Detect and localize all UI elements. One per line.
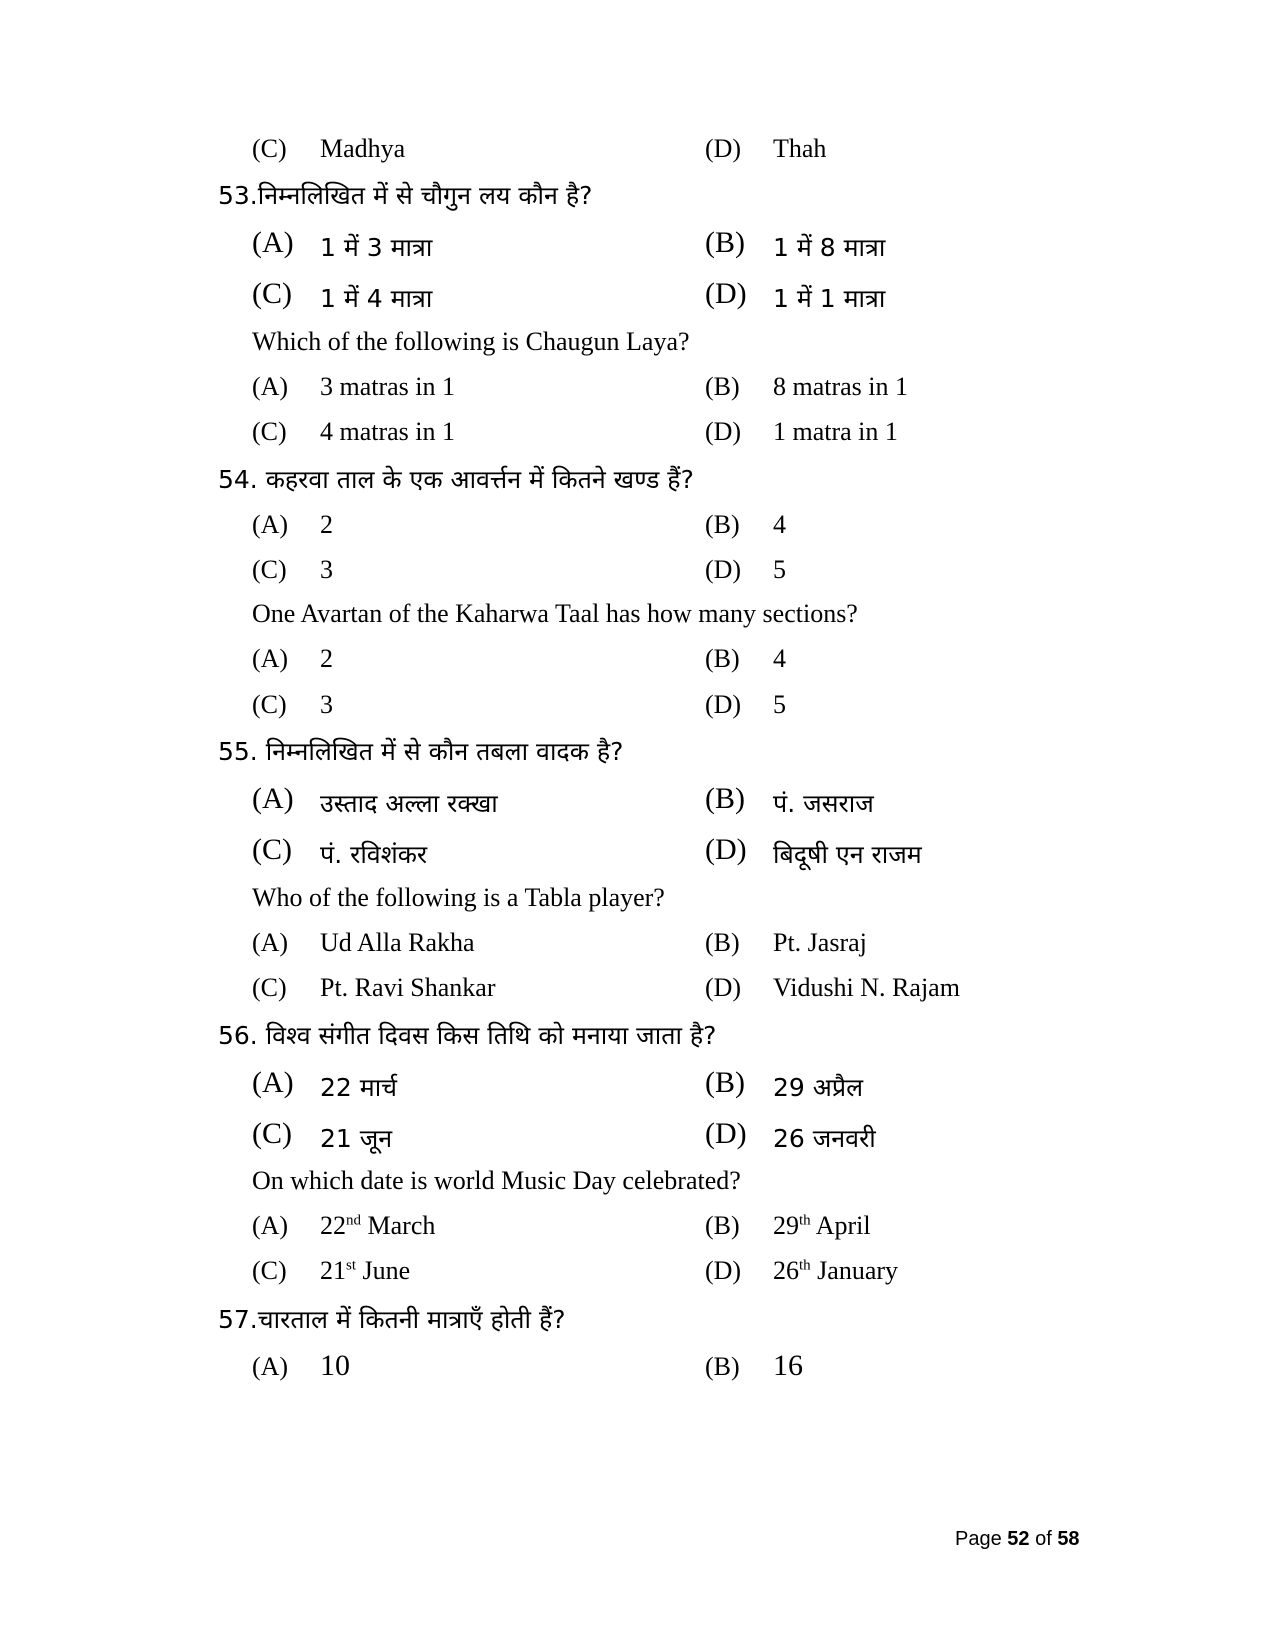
option-label: (D) bbox=[705, 1256, 742, 1285]
option-text bbox=[773, 1211, 871, 1241]
option-label: (A) bbox=[252, 782, 294, 815]
option-label: (A) bbox=[252, 1352, 289, 1381]
page-middle: of bbox=[1029, 1528, 1058, 1550]
option-text: 4 bbox=[773, 644, 786, 673]
question-54-english: One Avartan of the Kaharwa Taal has how many sections? bbox=[252, 599, 858, 628]
question-56-english: On which date is world Music Day celebrated? bbox=[252, 1166, 741, 1195]
option-text: 1 matra in 1 bbox=[773, 417, 898, 446]
date-suffix: nd bbox=[346, 1212, 361, 1229]
option-text: 21 जून bbox=[320, 1124, 393, 1153]
page-prefix: Page bbox=[955, 1528, 1008, 1550]
option-label: (D) bbox=[705, 277, 747, 310]
question-54-hindi: 54. कहरवा ताल के एक आवर्त्तन में कितने खण्ड हैं? bbox=[218, 465, 694, 494]
option-text: Vidushi N. Rajam bbox=[773, 973, 960, 1002]
option-text: Pt. Ravi Shankar bbox=[320, 973, 496, 1002]
option-label: (B) bbox=[705, 928, 740, 957]
option-label: (C) bbox=[252, 973, 287, 1002]
option-text: 10 bbox=[320, 1349, 350, 1382]
date-suffix: st bbox=[346, 1257, 357, 1274]
option-label: (A) bbox=[252, 226, 294, 259]
option-text: पं. जसराज bbox=[773, 789, 874, 818]
date-day: 26 bbox=[773, 1256, 799, 1285]
option-label: (C) bbox=[252, 690, 287, 719]
option-text bbox=[320, 1256, 410, 1286]
option-text: 2 bbox=[320, 510, 333, 539]
option-label: (D) bbox=[705, 690, 742, 719]
option-label: (A) bbox=[252, 644, 289, 673]
date-day: 22 bbox=[320, 1211, 346, 1240]
option-label: (B) bbox=[705, 226, 745, 259]
option-label: (D) bbox=[705, 833, 747, 866]
question-53-english: Which of the following is Chaugun Laya? bbox=[252, 327, 690, 356]
option-text: Pt. Jasraj bbox=[773, 928, 867, 957]
page-footer bbox=[955, 1528, 1080, 1551]
option-label: (C) bbox=[252, 277, 292, 310]
option-text: 2 bbox=[320, 644, 333, 673]
option-label: (C) bbox=[252, 417, 287, 446]
date-month: January bbox=[810, 1256, 899, 1285]
option-label: (B) bbox=[705, 782, 745, 815]
option-text bbox=[773, 1256, 898, 1286]
date-month: March bbox=[361, 1211, 436, 1240]
option-text: 22 मार्च bbox=[320, 1073, 398, 1102]
option-label: (D) bbox=[705, 134, 742, 163]
date-month: April bbox=[810, 1211, 871, 1240]
option-label: (B) bbox=[705, 1066, 745, 1099]
option-text: 1 में 3 मात्रा bbox=[320, 233, 433, 262]
option-label: (C) bbox=[252, 555, 287, 584]
option-label: (D) bbox=[705, 555, 742, 584]
option-text: Madhya bbox=[320, 134, 406, 163]
option-text: पं. रविशंकर bbox=[320, 840, 428, 869]
option-text: 1 में 4 मात्रा bbox=[320, 284, 433, 313]
option-label: (A) bbox=[252, 510, 289, 539]
option-label: (B) bbox=[705, 1352, 740, 1381]
option-text: 26 जनवरी bbox=[773, 1124, 876, 1153]
option-label: (A) bbox=[252, 928, 289, 957]
question-57-hindi: 57.चारताल में कितनी मात्राएँ होती हैं? bbox=[218, 1305, 566, 1334]
option-text: 3 bbox=[320, 555, 333, 584]
option-label: (C) bbox=[252, 1256, 287, 1285]
option-text: 29 अप्रैल bbox=[773, 1073, 864, 1102]
date-day: 29 bbox=[773, 1211, 799, 1240]
option-label: (B) bbox=[705, 1211, 740, 1240]
date-day: 21 bbox=[320, 1256, 346, 1285]
date-month: June bbox=[356, 1256, 411, 1285]
option-label: (A) bbox=[252, 1066, 294, 1099]
option-text: 1 में 8 मात्रा bbox=[773, 233, 886, 262]
option-label: (D) bbox=[705, 973, 742, 1002]
option-text: बिदूषी एन राजम bbox=[773, 840, 922, 869]
option-text: 16 bbox=[773, 1349, 803, 1382]
option-text: Ud Alla Rakha bbox=[320, 928, 475, 957]
option-text: 3 bbox=[320, 690, 333, 719]
option-label: (D) bbox=[705, 417, 742, 446]
page-total: 58 bbox=[1057, 1528, 1080, 1550]
option-text: Thah bbox=[773, 134, 827, 163]
option-text: 8 matras in 1 bbox=[773, 372, 909, 401]
option-label: (C) bbox=[252, 134, 287, 163]
option-text bbox=[320, 1211, 435, 1241]
option-label: (A) bbox=[252, 372, 289, 401]
option-text: 1 में 1 मात्रा bbox=[773, 284, 886, 313]
question-55-hindi: 55. निम्नलिखित में से कौन तबला वादक है? bbox=[218, 737, 624, 766]
question-55-english: Who of the following is a Tabla player? bbox=[252, 883, 665, 912]
option-text: 3 matras in 1 bbox=[320, 372, 456, 401]
option-label: (B) bbox=[705, 372, 740, 401]
option-label: (C) bbox=[252, 1117, 292, 1150]
page-current: 52 bbox=[1007, 1528, 1030, 1550]
option-text: 5 bbox=[773, 555, 786, 584]
option-label: (C) bbox=[252, 833, 292, 866]
option-label: (A) bbox=[252, 1211, 289, 1240]
date-suffix: th bbox=[799, 1212, 811, 1229]
question-53-hindi: 53.निम्नलिखित में से चौगुन लय कौन है? bbox=[218, 181, 593, 210]
option-label: (B) bbox=[705, 510, 740, 539]
option-text: 4 bbox=[773, 510, 786, 539]
date-suffix: th bbox=[799, 1257, 811, 1274]
question-56-hindi: 56. विश्व संगीत दिवस किस तिथि को मनाया जाता है? bbox=[218, 1021, 717, 1050]
option-text: 5 bbox=[773, 690, 786, 719]
option-label: (D) bbox=[705, 1117, 747, 1150]
option-label: (B) bbox=[705, 644, 740, 673]
option-text: उस्ताद अल्ला रक्खा bbox=[320, 789, 498, 818]
option-text: 4 matras in 1 bbox=[320, 417, 456, 446]
